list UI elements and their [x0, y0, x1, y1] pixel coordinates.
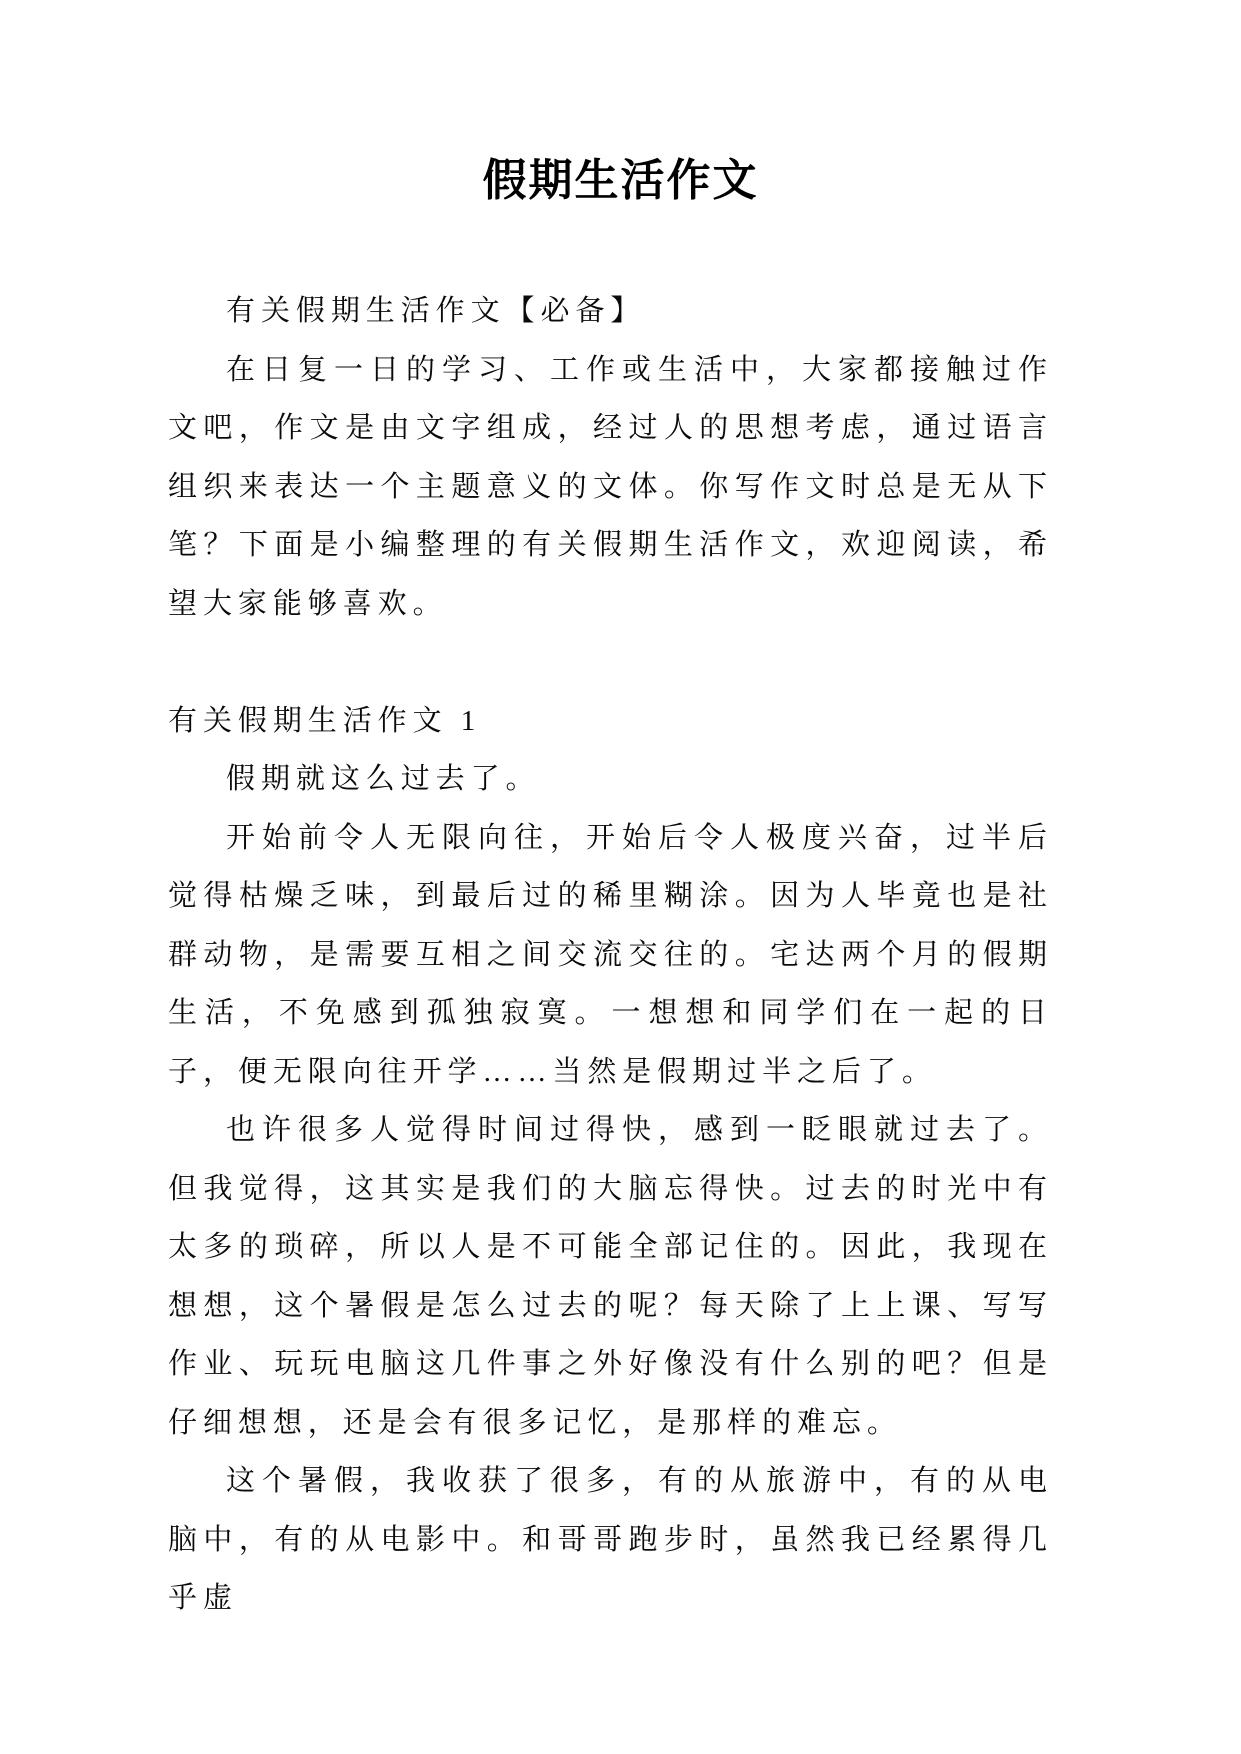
document-title: 假期生活作文 — [482, 156, 759, 205]
intro-label-paragraph: 有关假期生活作文【必备】 — [226, 295, 646, 327]
intro-paragraph: 在日复一日的学习、工作或生活中，大家都接触过作文吧，作文是由文字组成，经过人的思想考虑，通过语言组织来表达一个主题意义的文体。你写作文时总是无从下笔？下面是小编整理的有关假期生活作文，欢迎阅读，希望大家能够喜欢。 — [168, 353, 1053, 620]
essay-paragraph-2: 开始前令人无限向往，开始后令人极度兴奋，过半后觉得枯燥乏味，到最后过的稀里糊涂。因为人毕竟也是社群动物，是需要互相之间交流交往的。宅达两个月的假期生活，不免感到孤独寂寞。一想想和同学们在一起的日子，便无限向往开学……当然是假期过半之后了。 — [168, 821, 1053, 1088]
essay-paragraph-1: 假期就这么过去了。 — [226, 763, 541, 795]
essay-paragraph-3: 也许很多人觉得时间过得快，感到一眨眼就过去了。但我觉得，这其实是我们的大脑忘得快。过去的时光中有太多的琐碎，所以人是不可能全部记住的。因此，我现在想想，这个暑假是怎么过去的呢？每天除了上上课、写写作业、玩玩电脑这几件事之外好像没有什么别的吧？但是仔细想想，还是会有很多记忆，是那样的难忘。 — [168, 1114, 1053, 1439]
blank-line-spacer — [168, 633, 1053, 692]
document-body — [168, 282, 1053, 1628]
essay-paragraph-4: 这个暑假，我收获了很多，有的从旅游中，有的从电脑中，有的从电影中。和哥哥跑步时，虽然我已经累得几乎虚 — [168, 1465, 1053, 1614]
section-heading-essay-1: 有关假期生活作文 1 — [168, 704, 482, 737]
